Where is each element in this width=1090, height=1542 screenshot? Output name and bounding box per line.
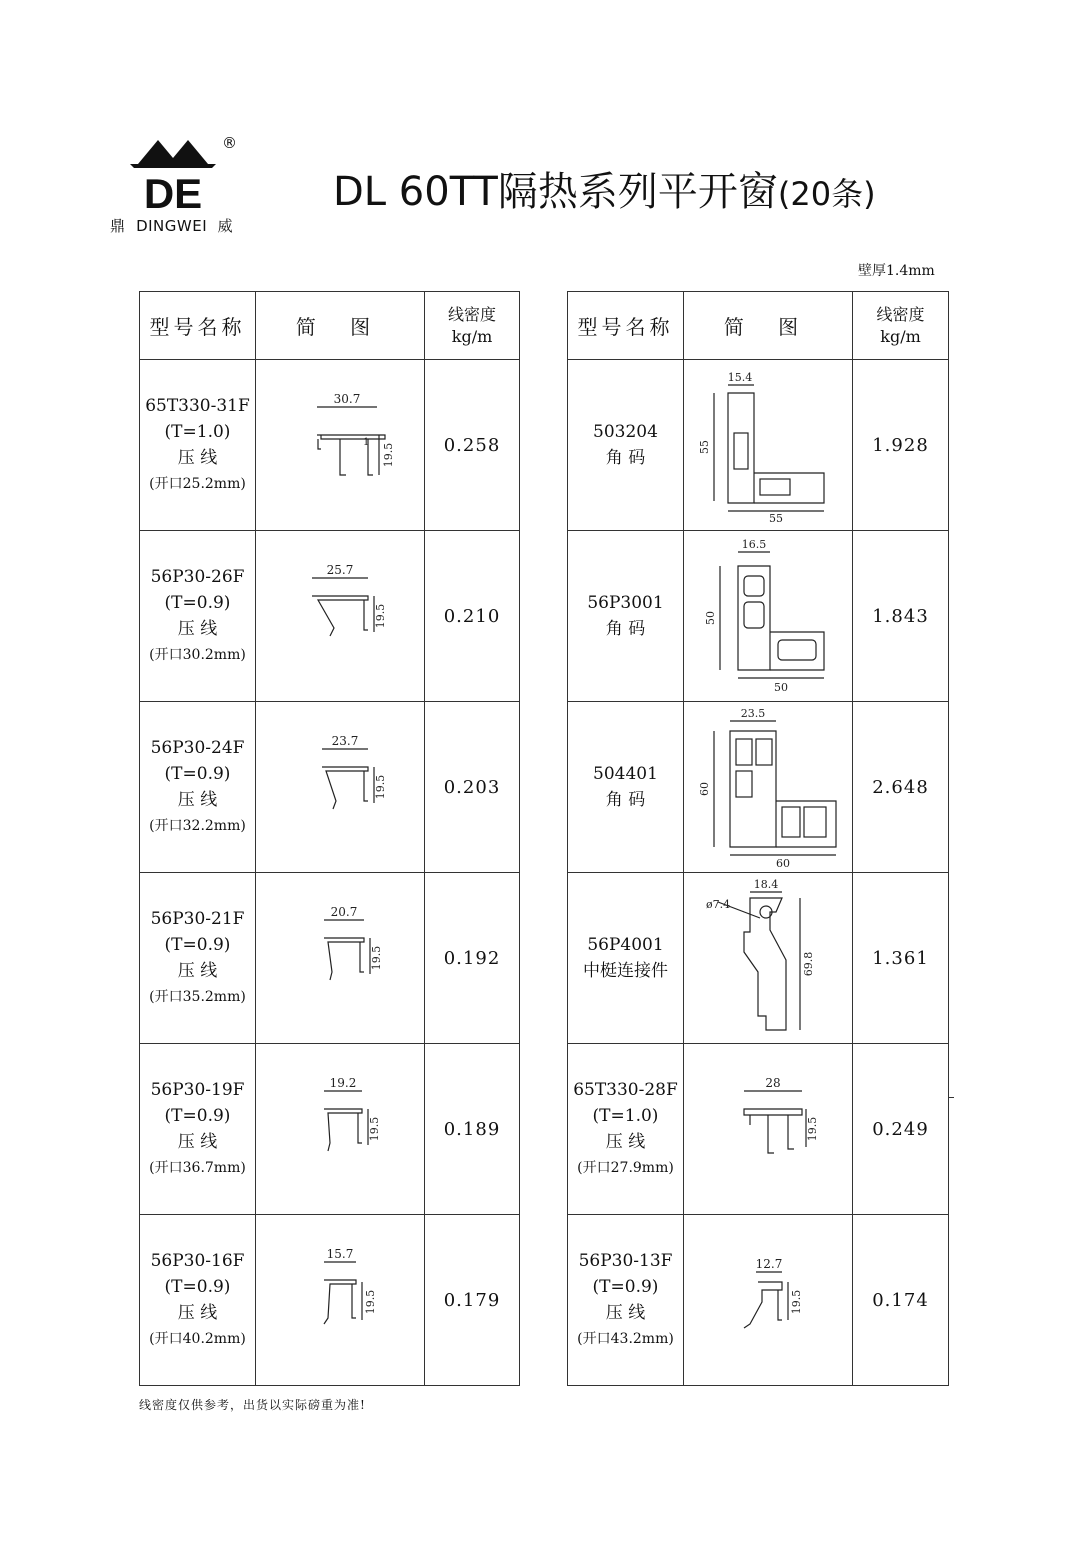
svg-text:60: 60 xyxy=(776,857,790,867)
svg-text:19.5: 19.5 xyxy=(374,603,387,629)
profile-drawing-cell xyxy=(684,1044,853,1215)
model-cell: 503204 角 码 xyxy=(568,360,684,531)
margin-mark xyxy=(948,1097,954,1098)
model-cell: 65T330-31F (T=1.0) 压 线 (开口25.2mm) xyxy=(140,360,256,531)
left-spec-table xyxy=(139,291,520,1386)
table-row xyxy=(568,360,949,531)
profile-drawing-cell xyxy=(256,1044,425,1215)
corner-connector-drawing xyxy=(688,536,848,696)
profile-drawing-cell xyxy=(256,873,425,1044)
profile-drawing-cell xyxy=(684,702,853,873)
corner-connector-drawing xyxy=(688,365,848,525)
svg-text:18.4: 18.4 xyxy=(753,878,779,891)
table-row xyxy=(568,702,949,873)
profile-drawing-cell xyxy=(256,702,425,873)
corner-connector-drawing xyxy=(688,707,848,867)
registered-mark: ® xyxy=(222,134,237,152)
svg-text:19.5: 19.5 xyxy=(382,442,395,468)
density-value: 0.189 xyxy=(425,1044,520,1215)
title-count: (20条) xyxy=(777,175,876,213)
svg-text:DE: DE xyxy=(143,170,203,217)
svg-text:23.5: 23.5 xyxy=(740,707,766,720)
svg-text:69.8: 69.8 xyxy=(802,951,815,977)
svg-text:19.5: 19.5 xyxy=(370,945,383,971)
density-value: 1.843 xyxy=(853,531,949,702)
profile-section-drawing xyxy=(260,536,420,696)
profile-drawing-cell xyxy=(256,360,425,531)
brand-cn-left: 鼎 xyxy=(110,217,126,235)
svg-text:ø7.4: ø7.4 xyxy=(706,898,731,911)
table-row xyxy=(568,531,949,702)
density-value: 2.648 xyxy=(853,702,949,873)
svg-text:23.7: 23.7 xyxy=(331,734,359,748)
brand-name xyxy=(110,215,233,236)
svg-text:16.5: 16.5 xyxy=(741,538,767,551)
profile-section-drawing xyxy=(260,1220,420,1380)
svg-text:30.7: 30.7 xyxy=(333,392,361,406)
footnote: 线密度仅供参考，出货以实际磅重为准! xyxy=(139,1398,366,1412)
table-row xyxy=(568,1215,949,1386)
model-cell: 56P30-13F (T=0.9) 压 线 (开口43.2mm) xyxy=(568,1215,684,1386)
brand-cn-right: 威 xyxy=(217,217,234,235)
table-row xyxy=(140,873,520,1044)
profile-section-drawing xyxy=(688,1049,848,1209)
table-row xyxy=(568,1044,949,1215)
density-value: 1.361 xyxy=(853,873,949,1044)
profile-drawing-cell xyxy=(684,1215,853,1386)
wall-thickness: 壁厚1.4mm xyxy=(858,263,935,279)
table-row xyxy=(140,1215,520,1386)
table-row xyxy=(140,360,520,531)
svg-text:50: 50 xyxy=(704,611,717,625)
svg-text:1: 1 xyxy=(363,437,370,448)
density-value: 0.249 xyxy=(853,1044,949,1215)
model-cell: 56P4001 中梃连接件 xyxy=(568,873,684,1044)
profile-drawing-cell xyxy=(684,360,853,531)
table-header xyxy=(568,292,949,360)
header-name: 型号名称 xyxy=(568,292,684,360)
svg-text:19.5: 19.5 xyxy=(790,1289,803,1315)
density-value: 0.258 xyxy=(425,360,520,531)
header-name: 型号名称 xyxy=(140,292,256,360)
brand-en: DINGWEI xyxy=(136,217,208,235)
profile-section-drawing xyxy=(260,1049,420,1209)
density-value: 0.210 xyxy=(425,531,520,702)
model-cell: 65T330-28F (T=1.0) 压 线 (开口27.9mm) xyxy=(568,1044,684,1215)
svg-text:15.7: 15.7 xyxy=(326,1247,354,1261)
svg-text:12.7: 12.7 xyxy=(755,1257,783,1271)
svg-text:50: 50 xyxy=(774,681,788,694)
svg-text:19.5: 19.5 xyxy=(364,1289,377,1315)
header-density: 线密度 kg/m xyxy=(853,292,949,360)
profile-section-drawing xyxy=(260,878,420,1038)
table-row xyxy=(140,1044,520,1215)
svg-text:25.7: 25.7 xyxy=(326,563,354,577)
profile-drawing-cell xyxy=(684,531,853,702)
svg-text:19.2: 19.2 xyxy=(329,1076,357,1090)
density-value: 0.192 xyxy=(425,873,520,1044)
profile-drawing-cell xyxy=(684,873,853,1044)
profile-section-drawing xyxy=(260,365,420,525)
density-value: 0.179 xyxy=(425,1215,520,1386)
table-header xyxy=(140,292,520,360)
density-value: 1.928 xyxy=(853,360,949,531)
model-cell: 56P30-16F (T=0.9) 压 线 (开口40.2mm) xyxy=(140,1215,256,1386)
model-cell: 56P30-21F (T=0.9) 压 线 (开口35.2mm) xyxy=(140,873,256,1044)
profile-section-drawing xyxy=(260,707,420,867)
svg-text:55: 55 xyxy=(698,440,711,454)
model-cell: 56P30-24F (T=0.9) 压 线 (开口32.2mm) xyxy=(140,702,256,873)
header-density: 线密度 kg/m xyxy=(425,292,520,360)
svg-text:19.5: 19.5 xyxy=(374,774,387,800)
model-cell: 504401 角 码 xyxy=(568,702,684,873)
density-value: 0.203 xyxy=(425,702,520,873)
svg-text:55: 55 xyxy=(769,512,783,525)
table-row xyxy=(140,702,520,873)
table-row xyxy=(568,873,949,1044)
profile-section-drawing xyxy=(688,1220,848,1380)
svg-text:19.5: 19.5 xyxy=(806,1116,819,1142)
profile-drawing-cell xyxy=(256,1215,425,1386)
model-cell: 56P30-26F (T=0.9) 压 线 (开口30.2mm) xyxy=(140,531,256,702)
svg-text:20.7: 20.7 xyxy=(330,905,358,919)
header-image: 简 图 xyxy=(256,292,425,360)
model-cell: 56P3001 角 码 xyxy=(568,531,684,702)
right-spec-table xyxy=(567,291,949,1386)
page-title: DL 60TT隔热系列平开窗(20条) xyxy=(333,169,876,215)
mullion-connector-drawing xyxy=(688,878,848,1038)
density-value: 0.174 xyxy=(853,1215,949,1386)
profile-drawing-cell xyxy=(256,531,425,702)
svg-text:60: 60 xyxy=(698,782,711,796)
table-row xyxy=(140,531,520,702)
svg-text:15.4: 15.4 xyxy=(727,371,753,384)
svg-text:19.5: 19.5 xyxy=(368,1116,381,1142)
svg-text:28: 28 xyxy=(765,1076,781,1090)
header-image: 简 图 xyxy=(684,292,853,360)
model-cell: 56P30-19F (T=0.9) 压 线 (开口36.7mm) xyxy=(140,1044,256,1215)
